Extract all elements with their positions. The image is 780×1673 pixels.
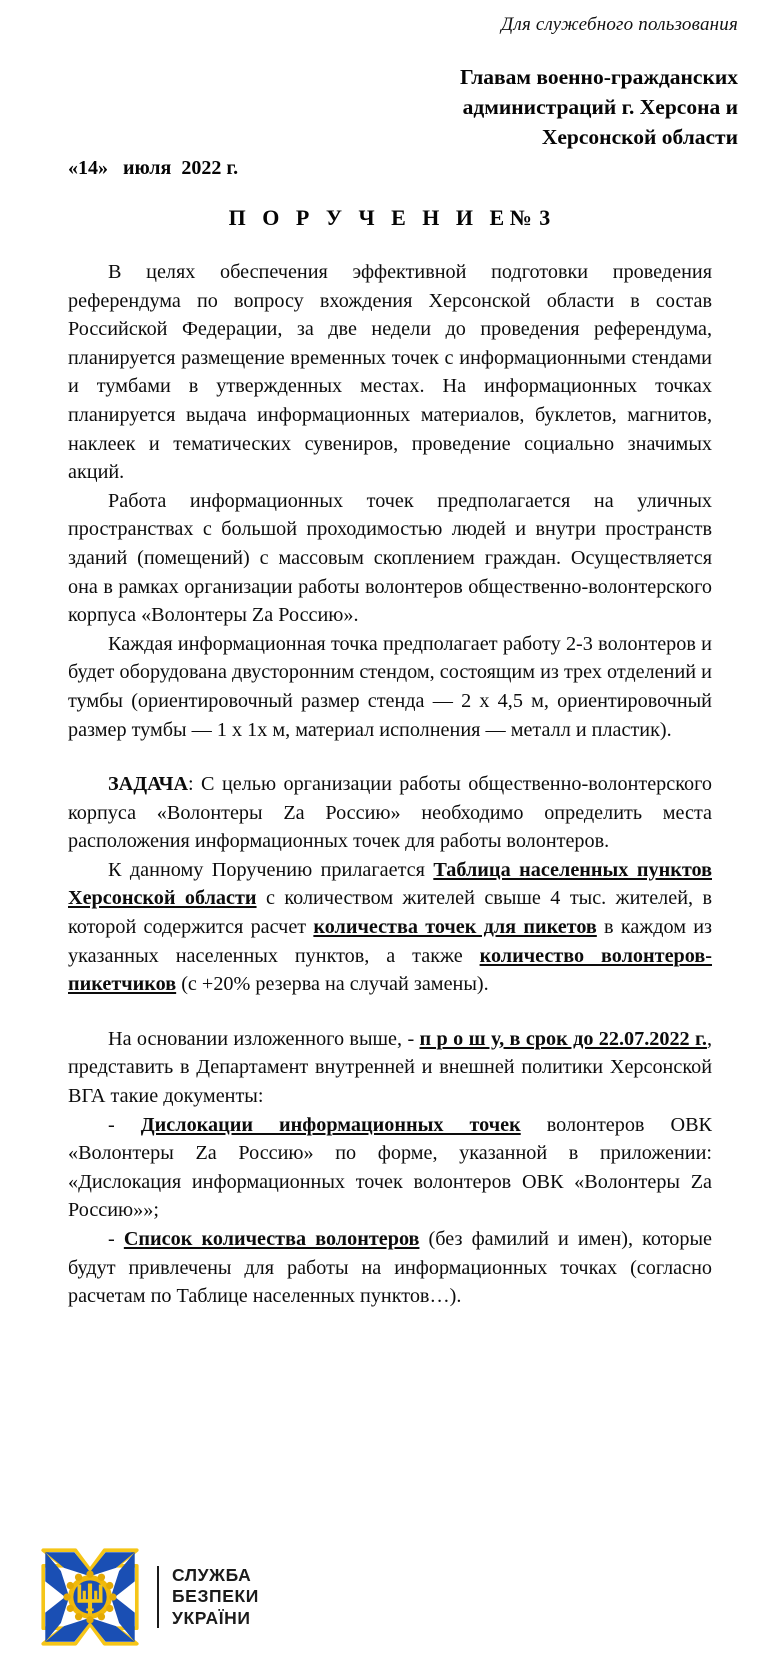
- logo-wordmark: [172, 1565, 259, 1630]
- requirement-2-emphasis: Список количества волонтеров: [123, 1228, 420, 1250]
- addressee-line-1: Главам военно-гражданских: [459, 65, 738, 89]
- requirement-1-emphasis: Дислокации информационных точек: [140, 1113, 521, 1136]
- table-ref-emphasis-picket-count: количества точек для пикетов: [313, 916, 597, 939]
- paragraph-request: [68, 1025, 712, 1111]
- sbu-cross-emblem-icon: [38, 1545, 142, 1649]
- table-ref-tail: (с +20% резерва на случай замены).: [176, 973, 489, 996]
- requirement-1-dash: -: [108, 1113, 141, 1136]
- classification-marking: Для служебного пользования: [501, 14, 738, 35]
- request-emphasis-deadline: п р о ш у, в срок до 22.07.2022 г.: [419, 1027, 707, 1050]
- document-title-text: П О Р У Ч Е Н И Е: [228, 205, 510, 230]
- logo-divider: [157, 1566, 159, 1628]
- document-number: № 3: [509, 205, 552, 230]
- sbu-logo: [38, 1545, 259, 1649]
- paragraph-1: В целях обеспечения эффективной подготовки проведения референдума по вопросу вхождения Херсонской области в состав Российской Федерации, за две недели до проведения референдума, планируется размещение временных точек с информационными стендами и тумбами в утвержденных местах. На информационных точках планируется выдача информационных материалов, буклетов, магнитов, наклеек и тематических сувениров, проведение социально значимых акций.: [68, 261, 712, 484]
- addressee-line-3: Херсонской области: [541, 125, 738, 149]
- paragraph-task: [68, 770, 712, 856]
- table-ref-mid-2: в каждом из указанных населенных пунктов, а также: [68, 916, 712, 967]
- paragraph-requirement-1: [68, 1111, 712, 1225]
- document-body: [68, 258, 712, 1311]
- paragraph-table-reference: [68, 856, 712, 999]
- page-title: [0, 205, 780, 231]
- requirement-2-dash: -: [108, 1228, 124, 1250]
- table-ref-emphasis-volunteer-count: количество волонтеров-пикетчиков: [68, 944, 712, 996]
- table-ref-lead: К данному Поручению прилагается: [108, 858, 434, 881]
- paragraph-3: Каждая информационная точка предполагает работу 2-3 волонтеров и будет оборудована двусторонним стендом, состоящим из трех отделений и тумбы (ориентировочный размер стенда — 2 х 4,5 м, ориентировочный размер тумбы — 1 х 1х м, материал исполнения — металл и пластик).: [68, 632, 712, 741]
- requirement-1-text: волонтеров ОВК «Волонтеры Za Россию» по форме, указанной в приложении: «Дислокация информационных точек волонтеров ОВК «Волонтеры Za Россию»»;: [68, 1113, 713, 1222]
- addressee-line-2: администраций г. Херсона и: [462, 95, 738, 119]
- requirement-2-text: (без фамилий и имен), которые будут привлечены для работы на информационных точках (согласно расчетам по Таблице населенных пунктов…).: [68, 1228, 712, 1308]
- request-tail: , представить в Департамент внутренней и внешней политики Херсонской ВГА такие документы:: [68, 1027, 713, 1108]
- paragraph-requirement-2: [68, 1225, 712, 1311]
- task-text: : С целью организации работы общественно-волонтерского корпуса «Волонтеры Za Россию» необходимо определить места расположения информационных точек для работы волонтеров.: [68, 773, 712, 853]
- table-ref-mid-1: с количеством жителей свыше 4 тыс. жителей, в которой содержится расчет: [68, 887, 712, 939]
- addressee-block: [338, 62, 738, 152]
- document-date: «14» июля 2022 г.: [68, 157, 239, 179]
- logo-line-3: УКРАЇНИ: [172, 1607, 251, 1628]
- table-ref-emphasis-settlements-table: Таблица населенных пунктов Херсонской области: [68, 858, 712, 910]
- request-lead: На основании изложенного выше, -: [108, 1027, 420, 1050]
- logo-line-2: БЕЗПЕКИ: [172, 1586, 259, 1607]
- paragraph-2: Работа информационных точек предполагается на уличных пространствах с большой проходимостью людей и внутри пространств зданий (помещений) с массовым скоплением граждан. Осуществляется она в рамках организации работы волонтеров общественно-волонтерского корпуса «Волонтеры Za Россию».: [68, 489, 712, 627]
- task-label: ЗАДАЧА: [108, 773, 189, 796]
- logo-line-1: СЛУЖБА: [172, 1564, 252, 1585]
